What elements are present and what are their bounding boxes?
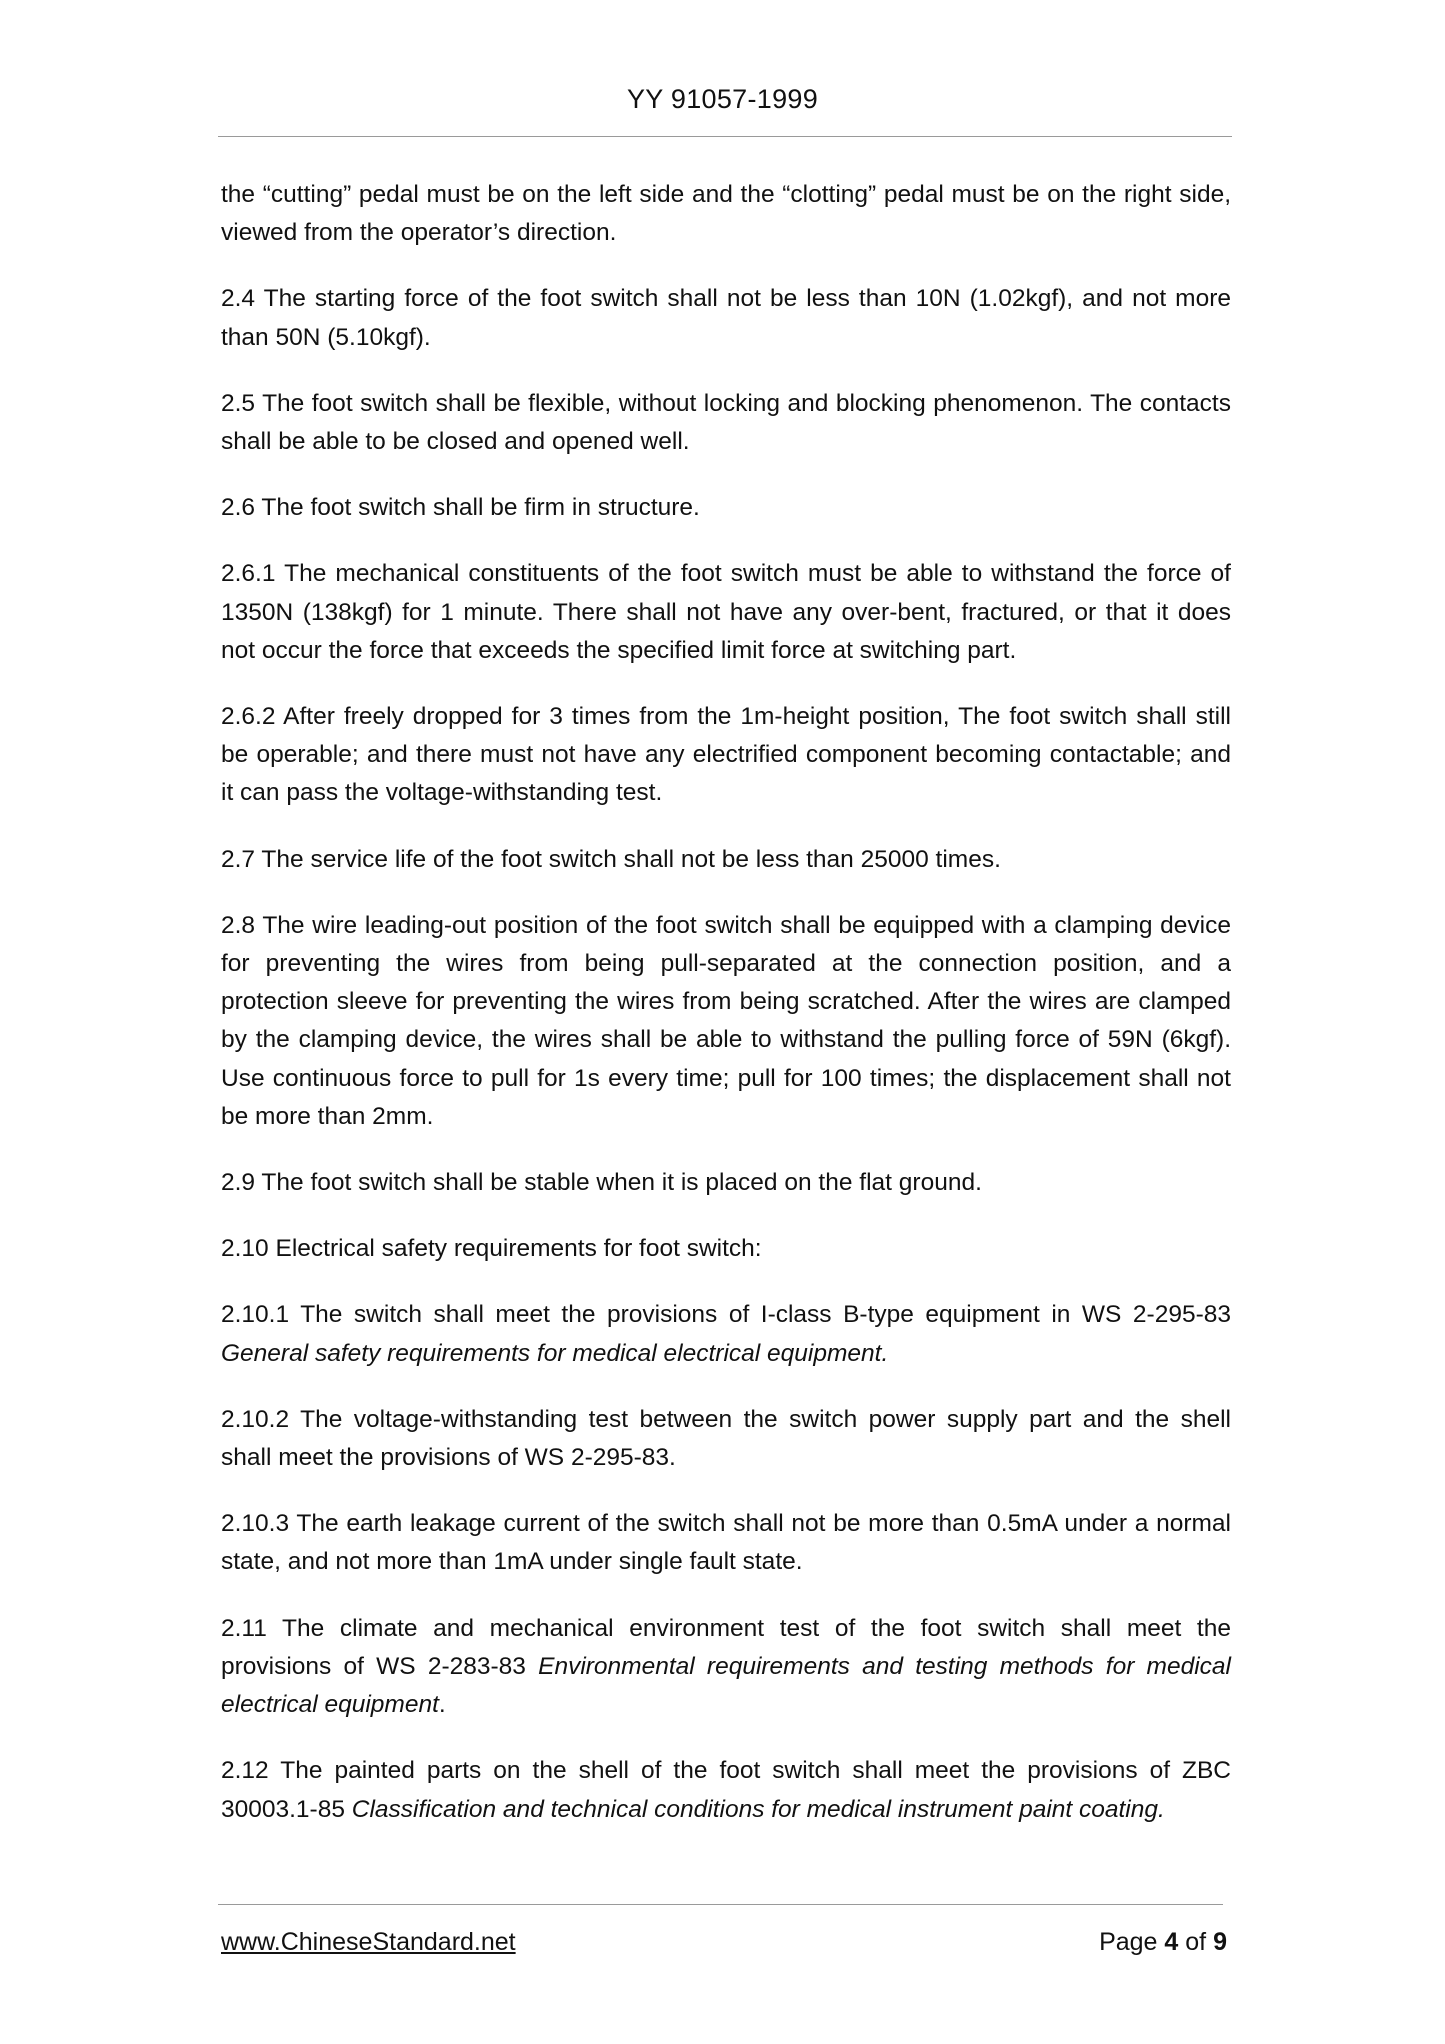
paragraph-continuation: the “cutting” pedal must be on the left side and the “clotting” pedal must be on the right side, viewed from the operator’s direction. xyxy=(221,181,1231,247)
standard-title-ws-2-295-83: General safety requirements for medical electrical equipment. xyxy=(221,1339,889,1367)
paragraph-2-6-2: 2.6.2 After freely dropped for 3 times from the 1m-height position, The foot switch shall still be operable; and there must not have any electrified component becoming contactable; and it can pass the voltage-withstanding test. xyxy=(221,703,1231,807)
footer-divider xyxy=(218,1904,1223,1905)
paragraph-2-7: 2.7 The service life of the foot switch shall not be less than 25000 times. xyxy=(221,845,1001,873)
paragraph-2-12-text: 2.12 The painted parts on the shell of the foot switch shall meet the provisions of ZBC 30003.1-85 xyxy=(221,1757,1231,1823)
paragraph-2-6: 2.6 The foot switch shall be firm in structure. xyxy=(221,494,700,522)
paragraph-2-10-3: 2.10.3 The earth leakage current of the switch shall not be more than 0.5mA under a normal state, and not more than 1mA under single fault state. xyxy=(221,1510,1231,1576)
paragraph-2-10-1-text: 2.10.1 The switch shall meet the provisions of I-class B-type equipment in WS 2-295-83 xyxy=(221,1301,1231,1329)
paragraph-2-10-2: 2.10.2 The voltage-withstanding test between the switch power supply part and the shell shall meet the provisions of WS 2-295-83. xyxy=(221,1405,1231,1472)
paragraph-2-10: 2.10 Electrical safety requirements for foot switch: xyxy=(221,1235,762,1263)
document-body xyxy=(221,176,1231,1857)
paragraph-2-11-end: . xyxy=(438,1691,446,1719)
paragraph-2-12 xyxy=(221,1752,1231,1828)
paragraph-2-5: 2.5 The foot switch shall be flexible, without locking and blocking phenomenon. The contacts shall be able to be closed and opened well. xyxy=(221,389,1231,456)
paragraph-2-8: 2.8 The wire leading-out position of the foot switch shall be equipped with a clamping device for preventing the wires from being pull-separated at the connection position, and a protection sleeve for preventing the wires from being scratched. After the wires are clamped by the clamping device, the wires shall be able to withstand the pulling force of 59N (6kgf). Use continuous force to pull for 1s every time; pull for 100 times; the displacement shall not be more than 2mm. xyxy=(221,911,1231,1130)
paragraph-2-9: 2.9 The foot switch shall be stable when it is placed on the flat ground. xyxy=(221,1169,982,1197)
paragraph-2-6-1: 2.6.1 The mechanical constituents of the foot switch must be able to withstand the force of 1350N (138kgf) for 1 minute. There shall not have any over-bent, fractured, or that it does not occur the force that exceeds the specified limit force at switching part. xyxy=(221,560,1231,664)
document-header-title: YY 91057-1999 xyxy=(626,84,819,114)
paragraph-2-10-1 xyxy=(221,1296,1231,1372)
page-total: 9 xyxy=(1213,1928,1227,1956)
standard-title-zbc-30003: Classification and technical conditions for medical instrument paint coating. xyxy=(351,1795,1165,1823)
page-current: 4 xyxy=(1164,1928,1179,1956)
page-of: of xyxy=(1185,1928,1207,1956)
standard-title-ws-2-283-83: Environmental requirements and testing methods for medical electrical equipment xyxy=(221,1652,1231,1719)
paragraph-2-4: 2.4 The starting force of the foot switch shall not be less than 10N (1.02kgf), and not more than 50N (5.10kgf). xyxy=(221,285,1231,351)
header-divider xyxy=(218,136,1232,137)
page-prefix: Page xyxy=(1099,1928,1158,1956)
paragraph-2-11-text: 2.11 The climate and mechanical environment test of the foot switch shall meet the provisions of WS 2-283-83 xyxy=(221,1614,1231,1680)
paragraph-2-11 xyxy=(221,1610,1231,1725)
footer-website-link[interactable]: www.ChineseStandard.net xyxy=(221,1928,516,1956)
page-number xyxy=(1099,1928,1227,1957)
